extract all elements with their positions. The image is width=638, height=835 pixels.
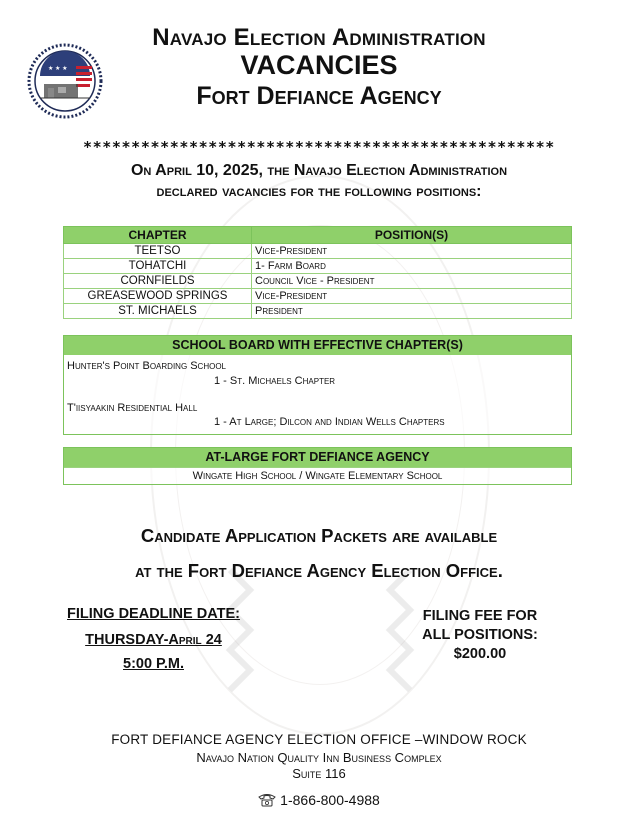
header-title-vacancies: VACANCIES: [240, 50, 398, 80]
header-title-line1: Navajo Election Administration: [152, 24, 486, 51]
fee-line2: ALL POSITIONS:: [422, 627, 538, 643]
position-cell: Vice-President: [252, 289, 572, 304]
table-row: [64, 244, 572, 259]
table-row: [64, 289, 572, 304]
fee-amount: $200.00: [453, 646, 507, 662]
school-board-box: [63, 335, 572, 435]
chapter-cell: TOHATCHI: [64, 259, 252, 274]
school-chapter: 1 - St. Michaels Chapter: [214, 375, 336, 387]
star-separator: *************************************************: [83, 138, 555, 156]
deadline-date: THURSDAY-April 24: [85, 632, 222, 648]
at-large-row: Wingate High School / Wingate Elementary School: [64, 467, 571, 484]
at-large-heading: AT-LARGE FORT DEFIANCE AGENCY: [64, 448, 571, 467]
position-cell: Council Vice - President: [252, 274, 572, 289]
fee-line1: FILING FEE FOR: [422, 608, 538, 624]
intro-line1: On April 10, 2025, the Navajo Election Administration: [130, 162, 508, 179]
chapter-cell: ST. MICHAELS: [64, 304, 252, 319]
positions-table: [63, 226, 572, 319]
school-name: T'iisyaakin Residential Hall: [67, 402, 198, 414]
availability-line2: at the Fort Defiance Agency Election Office.: [135, 560, 503, 581]
svg-text:★ ★ ★: ★ ★ ★: [48, 66, 68, 72]
filing-fee: [400, 607, 560, 664]
intro-line2: declared vacancies for the following positions:: [156, 183, 482, 200]
position-cell: President: [252, 304, 572, 319]
school-chapter: 1 - At Large; Dilcon and Indian Wells Chapters: [214, 416, 445, 428]
column-header-positions: POSITION(S): [252, 227, 572, 244]
phone-number: 1-866-800-4988: [280, 792, 380, 808]
chapter-cell: GREASEWOOD SPRINGS: [64, 289, 252, 304]
table-row: [64, 304, 572, 319]
header-title-agency: Fort Defiance Agency: [196, 82, 442, 110]
intro-text: [0, 160, 638, 202]
column-header-chapter: CHAPTER: [64, 227, 252, 244]
chapter-cell: CORNFIELDS: [64, 274, 252, 289]
table-header-row: [64, 227, 572, 244]
availability-line1: Candidate Application Packets are available: [140, 525, 498, 546]
deadline-time: 5:00 P.M.: [123, 656, 184, 672]
footer-office: FORT DEFIANCE AGENCY ELECTION OFFICE –WINDOW ROCK: [111, 732, 527, 747]
school-board-heading: SCHOOL BOARD WITH EFFECTIVE CHAPTER(S): [64, 336, 571, 355]
chapter-cell: TEETSO: [64, 244, 252, 259]
footer-address: Navajo Nation Quality Inn Business Complex: [196, 750, 442, 765]
footer-suite: Suite 116: [292, 766, 346, 781]
footer-phone: [0, 792, 638, 808]
position-cell: Vice-President: [252, 244, 572, 259]
school-name: Hunter's Point Boarding School: [67, 360, 227, 372]
at-large-box: [63, 447, 572, 485]
table-row: [64, 259, 572, 274]
telephone-icon: [258, 793, 276, 807]
table-row: [64, 274, 572, 289]
deadline-label: FILING DEADLINE DATE:: [67, 606, 240, 622]
position-cell: 1- Farm Board: [252, 259, 572, 274]
